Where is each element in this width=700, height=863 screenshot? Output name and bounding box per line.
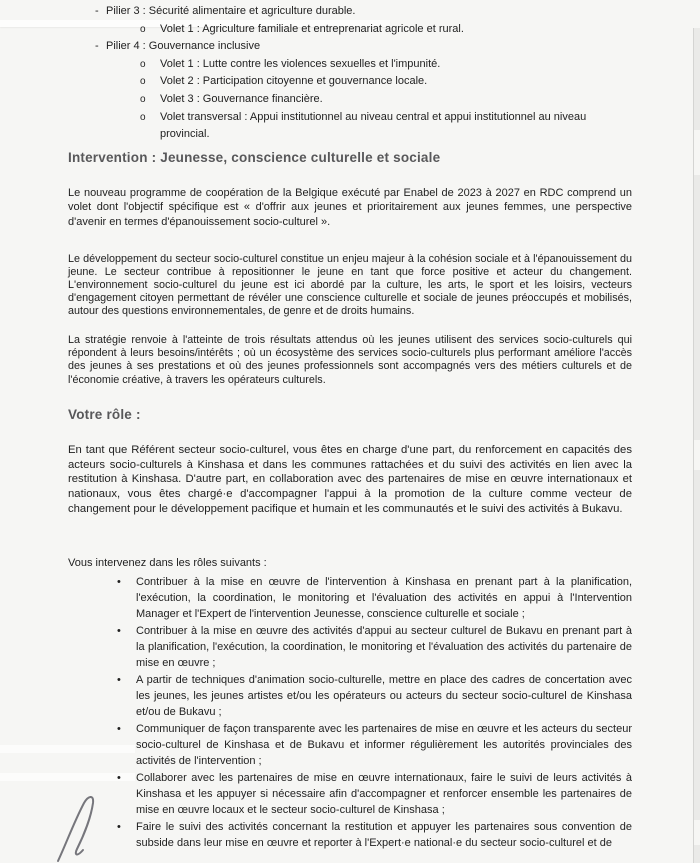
circle-bullet: o: [140, 76, 146, 88]
role-item-text: Contribuer à la mise en œuvre de l'intervention à Kinshasa en prenant part à la planification, l'exécution, la coordination, le monitoring et l'évaluation des activités en appui à l'Intervention Manager et l'Expert de l'intervention Jeunesse, conscience culturelle et sociale ;: [136, 576, 632, 620]
role-item: [68, 574, 632, 622]
handwritten-pen-mark: [46, 790, 110, 863]
paragraph-strategy: La stratégie renvoie à l'atteinte de trois résultats attendus où les jeunes utilisent des services socio-culturels qui répondent à leurs besoins/intérêts ; où un écosystème des services socio-culturels plus performant améliore l'accès des jeunes à ses prestations et où des jeunes professionnels sont accompagnés vers des métiers culturels et de l'économie créative, à travers les opérateurs culturels.: [68, 334, 632, 386]
bullet-dot-icon: •: [117, 772, 121, 784]
dash-bullet: -: [95, 5, 99, 17]
pillar-item: [68, 38, 632, 56]
role-item: [68, 721, 632, 769]
circle-bullet: o: [140, 111, 146, 123]
scan-artifact-notch: [694, 820, 700, 845]
role-item-text: Collaborer avec les partenaires de mise en œuvre internationaux, faire le suivi de leurs activités à Kinshasa et les appuyer si nécessaire afin d'accompagner et renforcer ensemble les partenaires de mise en œuvre locaux et le secteur socio-culturel de Kinshasa ;: [136, 772, 632, 816]
paragraph-sector-development: Le développement du secteur socio-culturel constitue un enjeu majeur à la cohésion sociale et à l'épanouissement du jeune. Le secteur contribue à repositionner le jeune en tant que force positive et acteur du changement. L'environnement socio-culturel du jeune est ici abordé par la culture, les arts, le sport et les loisirs, vecteurs d'engagement citoyen permettant de révéler une conscience culturelle et sociale de jeunes préoccupés et mobilisés, autour des questions environnementales, de genre et de droits humains.: [68, 253, 632, 317]
volet-item-text: Volet 2 : Participation citoyenne et gouvernance locale.: [160, 75, 428, 88]
role-item: [68, 770, 632, 818]
role-item-text: Contribuer à la mise en œuvre des activités d'appui au secteur culturel de Bukavu en prenant part à la planification, l'exécution, la coordination, le monitoring et l'évaluation des activités du partenaire de mise en œuvre ;: [136, 625, 632, 669]
bullet-dot-icon: •: [117, 625, 121, 637]
paragraph-program: Le nouveau programme de coopération de la Belgique exécuté par Enabel de 2023 à 2027 en RDC comprend un volet dont l'objectif spécifique est « d'offrir aux jeunes et prioritairement aux jeunes femmes, une perspective d'avenir en termes d'épanouissement socio-culturel ».: [68, 187, 632, 228]
section-heading-intervention: Intervention : Jeunesse, conscience culturelle et sociale: [68, 150, 441, 165]
role-item-text: Faire le suivi des activités concernant la restitution et appuyer les partenaires sous convention de subside dans leur mise en œuvre et reporter à l'Expert·e national·e du secteur socio-culturel et de: [136, 821, 632, 849]
circle-bullet: o: [140, 58, 146, 70]
volet-item: [68, 109, 632, 144]
volet-item-text: Volet 1 : Lutte contre les violences sexuelles et l'impunité.: [160, 57, 441, 70]
volet-item-text: Volet 3 : Gouvernance financière.: [160, 92, 323, 105]
role-item: [68, 819, 632, 851]
volet-item: [68, 91, 632, 109]
bullet-dot-icon: •: [117, 674, 121, 686]
volet-item: [68, 73, 632, 91]
scan-artifact-notch: [694, 130, 700, 175]
scan-artifact-notch: [694, 440, 700, 470]
volet-item: [68, 21, 632, 39]
role-item: [68, 672, 632, 720]
bullet-dot-icon: •: [117, 821, 121, 833]
role-item-text: Communiquer de façon transparente avec les partenaires de mise en œuvre et les acteurs du secteur socio-culturel de Kinshasa et de Bukavu et informer régulièrement les autorités provinciales des activités de l'intervention ;: [136, 723, 632, 767]
pillar-item-text: Pilier 4 : Gouvernance inclusive: [106, 40, 261, 53]
volet-item: [68, 56, 632, 74]
pillar-list: [68, 3, 632, 144]
paragraph-role-description: En tant que Référent secteur socio-culturel, vous êtes en charge d'une part, du renforcement en capacités des acteurs socio-culturels à Kinshasa et dans les communes rattachées et du suivi des activités en lien avec la restitution à Kinshasa. D'autre part, en collaboration avec des partenaires de mise en œuvre internationaux et nationaux, vous êtes chargé·e d'accompagner l'appui à la promotion de la culture comme vecteur de changement pour le développement pacifique et humain et les communautés et le suivi des activités à Bukavu.: [68, 444, 632, 515]
circle-bullet: o: [140, 93, 146, 105]
bullet-dot-icon: •: [117, 576, 121, 588]
dash-bullet: -: [95, 40, 99, 53]
role-item-text: A partir de techniques d'animation socio-culturelle, mettre en place des cadres de concertation avec les jeunes, les jeunes artistes et/ou les opérateurs ou acteurs du secteur socio-culturel de Kinshasa et/ou de Bukavu ;: [136, 674, 632, 718]
role-list: [68, 574, 632, 852]
section-heading-role: Votre rôle :: [68, 407, 141, 422]
volet-item-text: Volet 1 : Agriculture familiale et entreprenariat agricole et rural.: [160, 22, 464, 35]
role-item: [68, 623, 632, 671]
volet-item-text: Volet transversal : Appui institutionnel au niveau central et appui institutionnel au niveau provincial.: [160, 110, 587, 141]
roles-intro: Vous intervenez dans les rôles suivants :: [68, 557, 267, 569]
circle-bullet: o: [140, 23, 146, 35]
pillar-item: [68, 3, 632, 21]
bullet-dot-icon: •: [117, 723, 121, 735]
pillar-item-text: Pilier 3 : Sécurité alimentaire et agriculture durable.: [106, 5, 356, 17]
